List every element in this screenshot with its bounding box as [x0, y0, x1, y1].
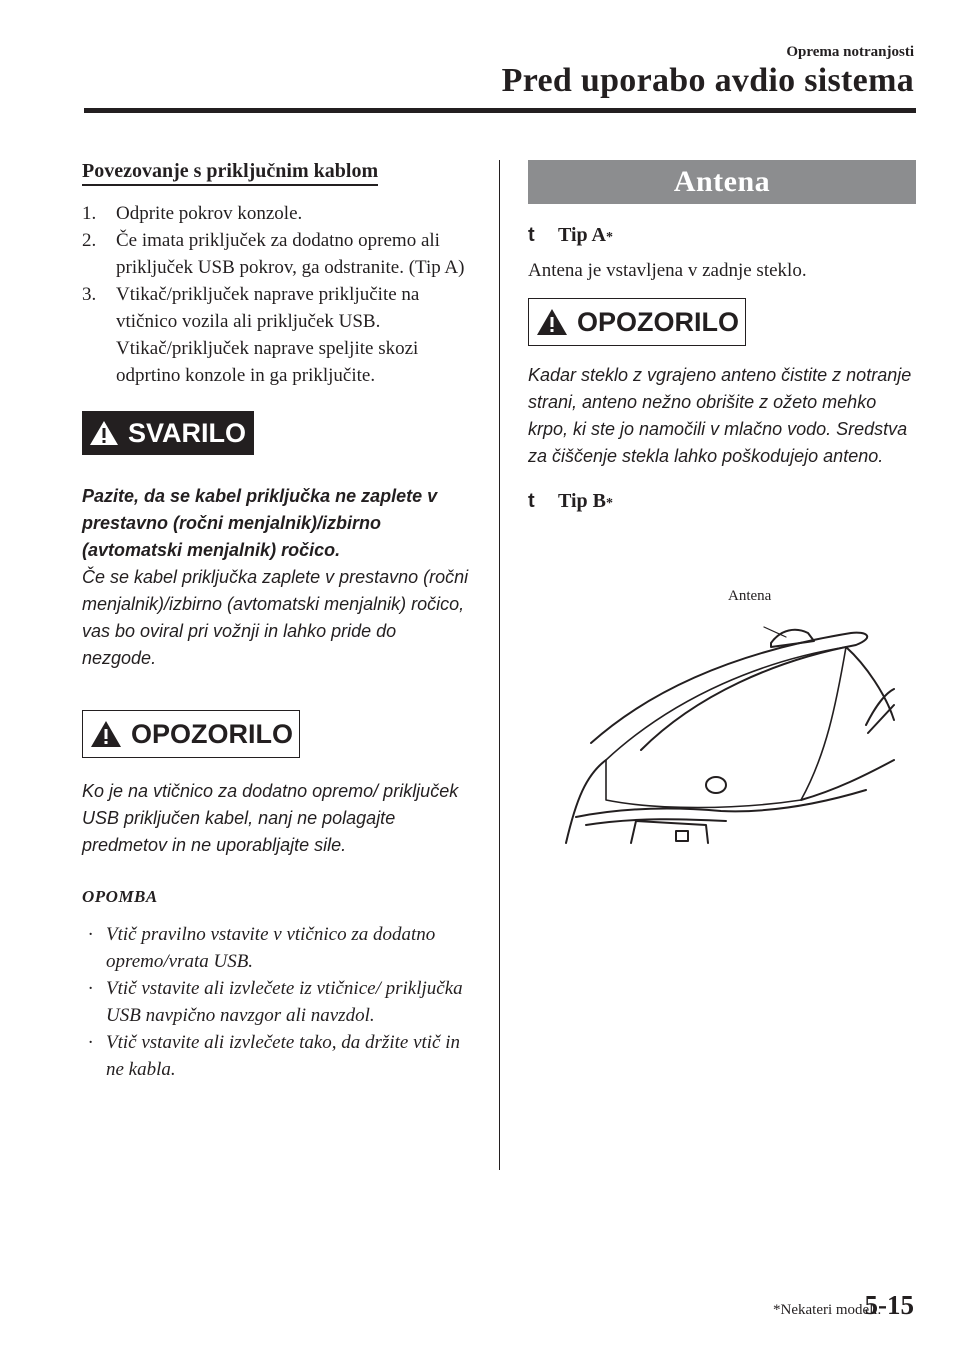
arrow-marker-icon: t	[528, 490, 535, 512]
step-number: 1.	[82, 203, 97, 224]
note-item	[82, 921, 474, 975]
warning-text: Ko je na vtičnico za dodatno opremo/ priključek USB priključen kabel, nanj ne polagajte predmetov in ne uporabljajte sile.	[82, 781, 459, 855]
right-column	[528, 160, 916, 604]
bullet-dot: ·	[88, 978, 93, 999]
step-number: 3.	[82, 284, 97, 305]
type-b-heading	[528, 490, 916, 513]
bullet-dot: ·	[88, 1032, 93, 1053]
warning-badge	[528, 298, 746, 346]
warning-label: OPOZORILO	[131, 718, 293, 749]
danger-label: SVARILO	[128, 417, 247, 448]
asterisk: *	[606, 496, 613, 511]
step-text: Če imata priključek za dodatno opremo ali priključek USB pokrov, ga odstranite. (Tip A)	[116, 230, 465, 278]
note-item	[82, 1029, 474, 1083]
type-a-heading	[528, 224, 916, 247]
asterisk: *	[606, 230, 613, 245]
warning-triangle-icon	[88, 419, 120, 447]
note-item	[82, 975, 474, 1029]
antenna-callout: Antena	[728, 588, 772, 604]
warning-triangle-icon	[535, 307, 569, 337]
note-label: OPOMBA	[82, 887, 158, 906]
step-item	[82, 200, 474, 227]
arrow-marker-icon: t	[528, 224, 535, 246]
antenna-section-bar: Antena	[528, 160, 916, 204]
note-text: Vtič pravilno vstavite v vtičnico za dodatno opremo/vrata USB.	[106, 924, 436, 972]
warning-text: Kadar steklo z vgrajeno anteno čistite z notranje strani, anteno nežno obrišite z ožeto mehko krpo, ki ste jo namočili v mlačno vodo. Sredstva za čiščenje stekla lahko poškodujejo anteno.	[528, 365, 912, 466]
bullet-dot: ·	[88, 924, 93, 945]
type-a-text: Antena je vstavljena v zadnje steklo.	[528, 260, 807, 281]
title-rule	[84, 108, 916, 113]
note-text: Vtič vstavite ali izvlečete tako, da držite vtič in ne kabla.	[106, 1032, 461, 1080]
section-kicker: Oprema notranjosti	[786, 44, 914, 60]
warning-label: OPOZORILO	[577, 306, 739, 337]
warning-triangle-icon	[89, 719, 123, 749]
danger-badge	[82, 411, 254, 455]
step-item	[82, 281, 474, 389]
car-rear-illustration	[546, 585, 896, 845]
page-number: 5-15	[864, 1290, 914, 1320]
note-text: Vtič vstavite ali izvlečete iz vtičnice/ priključka USB navpično navzgor ali navzdol.	[106, 978, 463, 1026]
step-text: Vtikač/priključek naprave priključite na vtičnico vozila ali priključek USB. Vtikač/priključek naprave speljite skozi odprtino konzole in ga priključite.	[116, 284, 420, 386]
page-title: Pred uporabo avdio sistema	[501, 62, 914, 99]
left-column	[82, 160, 474, 1083]
step-text: Odprite pokrov konzole.	[116, 203, 303, 224]
danger-bold-text: Pazite, da se kabel priključka ne zaplete v prestavno (ročni menjalnik)/izbirno (avtomatski menjalnik) ročico.	[82, 486, 438, 560]
step-item	[82, 227, 474, 281]
danger-text: Če se kabel priključka zaplete v prestavno (ročni menjalnik)/izbirno (avtomatski menjalnik) ročico, vas bo oviral pri vožnji in lahko pride do nezgode.	[82, 567, 469, 668]
type-b-label: Tip B	[558, 490, 606, 512]
note-list	[82, 921, 474, 1083]
column-divider	[499, 160, 500, 1170]
steps-list	[82, 200, 474, 389]
footnote: *Nekateri modeli.	[773, 1302, 882, 1318]
type-a-label: Tip A	[558, 224, 606, 246]
step-number: 2.	[82, 230, 97, 251]
connection-heading: Povezovanje s priključnim kablom	[82, 160, 378, 186]
warning-badge	[82, 710, 300, 758]
